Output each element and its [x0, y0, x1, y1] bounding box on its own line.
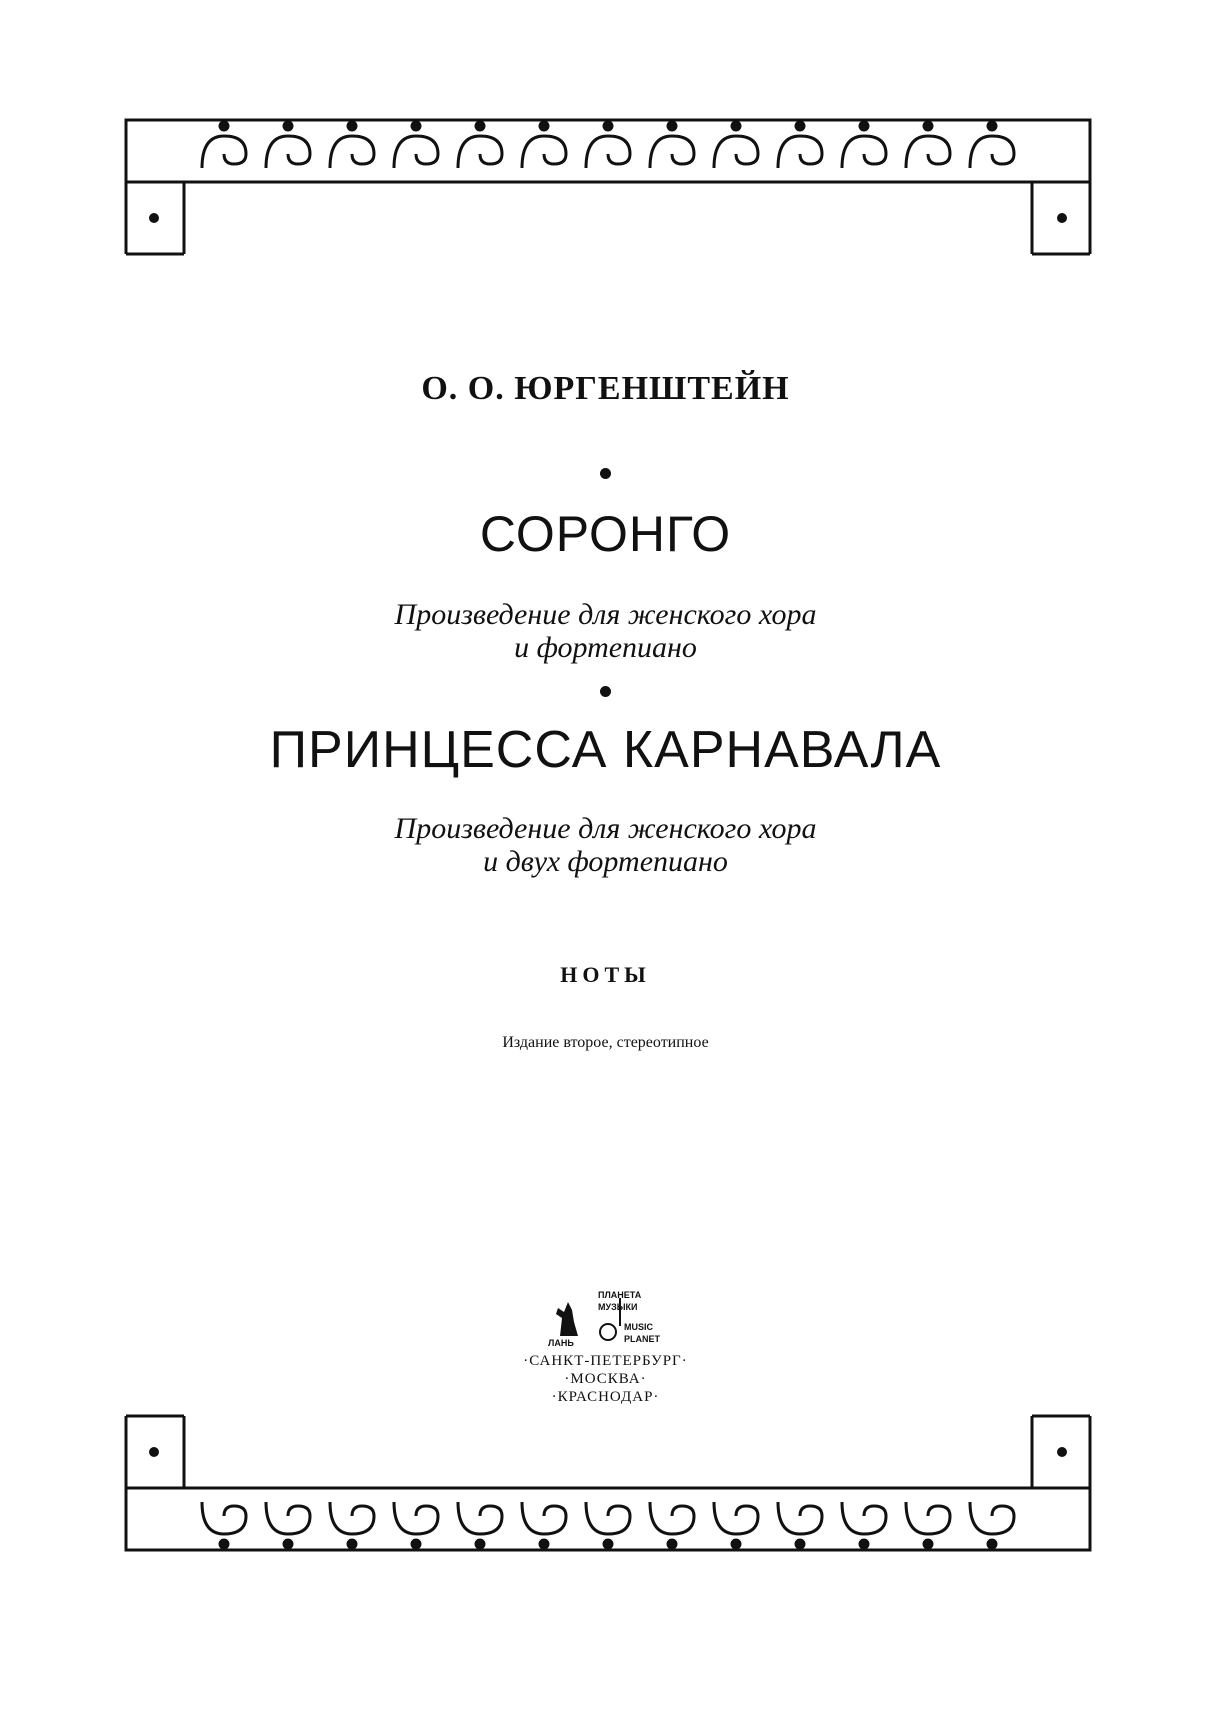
ornament-scroll-motif	[266, 136, 310, 168]
work-subtitle-1-line1: Произведение для женского хора	[394, 598, 817, 631]
ornament-scroll-motif	[202, 1502, 246, 1534]
ornament-scroll-motif	[778, 1502, 822, 1534]
logo-text-lan: ЛАНЬ	[548, 1338, 574, 1348]
work-subtitle-2-line2: и двух фортепиано	[483, 845, 728, 878]
ornament-dot	[348, 1540, 356, 1548]
logo-text-planet: PLANET	[624, 1334, 660, 1344]
logo-text-planeta: ПЛАНЕТА	[598, 1290, 642, 1300]
ornament-scroll-motif	[586, 1502, 630, 1534]
ornament-scroll-motif	[458, 136, 502, 168]
work-subtitle-2	[0, 812, 1211, 878]
ornament-dot	[540, 122, 548, 130]
ornament-dot	[540, 1540, 548, 1548]
ornament-dot	[668, 1540, 676, 1548]
ornament-dot	[476, 1540, 484, 1548]
publisher-logo	[538, 1288, 698, 1348]
bottom-ornament-border	[124, 1412, 1092, 1552]
ornament-scroll-motif	[842, 1502, 886, 1534]
ornament-dot	[412, 1540, 420, 1548]
ornament-scroll-motif	[522, 1502, 566, 1534]
ornament-dot	[988, 122, 996, 130]
ornament-scroll-motif	[650, 1502, 694, 1534]
ornament-scroll-motif	[714, 1502, 758, 1534]
ornament-scroll-motif	[522, 136, 566, 168]
ornament-dot	[220, 122, 228, 130]
edition-note: Издание второе, стереотипное	[502, 1034, 709, 1051]
genre-label: НОТЫ	[560, 962, 651, 987]
ornament-scroll-motif	[202, 136, 246, 168]
ornament-dot	[476, 122, 484, 130]
ornament-scroll-motif	[778, 136, 822, 168]
separator-bullet	[600, 468, 611, 479]
ornament-dot	[604, 1540, 612, 1548]
publisher-city: ·САНКТ-ПЕТЕРБУРГ·	[523, 1353, 688, 1369]
work-subtitle-2-line1: Произведение для женского хора	[394, 812, 817, 845]
ornament-dot	[348, 122, 356, 130]
ornament-dot	[988, 1540, 996, 1548]
ornament-scroll-motif	[394, 136, 438, 168]
ornament-dot	[924, 122, 932, 130]
ornament-dot	[668, 122, 676, 130]
ornament-scroll-motif	[586, 136, 630, 168]
ornament-dot	[796, 122, 804, 130]
ornament-scroll-motif	[842, 136, 886, 168]
ornament-scroll-motif	[330, 136, 374, 168]
publisher-city: ·МОСКВА·	[564, 1371, 647, 1387]
ornament-scroll-motif	[714, 136, 758, 168]
ornament-dot	[220, 1540, 228, 1548]
ornament-scroll-motif	[266, 1502, 310, 1534]
ornament-dot	[796, 1540, 804, 1548]
publisher-city: ·КРАСНОДАР·	[551, 1389, 660, 1405]
ornament-dot	[732, 122, 740, 130]
ornament-scroll-motif	[906, 136, 950, 168]
ornament-dot	[732, 1540, 740, 1548]
ornament-dot	[860, 122, 868, 130]
ornament-dot	[924, 1540, 932, 1548]
work-title-1: СОРОНГО	[479, 506, 732, 562]
ornament-scroll-motif	[458, 1502, 502, 1534]
top-ornament-border	[124, 118, 1092, 258]
ornament-dot	[284, 122, 292, 130]
ornament-scroll-motif	[906, 1502, 950, 1534]
ornament-dot	[284, 1540, 292, 1548]
ornament-scroll-motif	[394, 1502, 438, 1534]
ornament-dot	[604, 122, 612, 130]
work-subtitle-1	[0, 598, 1211, 664]
ornament-scroll-motif	[970, 136, 1014, 168]
ornament-dot	[412, 122, 420, 130]
ornament-dot	[860, 1540, 868, 1548]
work-title-2: ПРИНЦЕССА КАРНАВАЛА	[269, 721, 942, 779]
logo-text-muzyki: МУЗЫКИ	[598, 1302, 638, 1312]
ornament-scroll-motif	[650, 136, 694, 168]
ornament-scroll-motif	[970, 1502, 1014, 1534]
author-name: О. О. ЮРГЕНШТЕЙН	[421, 370, 790, 407]
logo-text-music: MUSIC	[624, 1322, 653, 1332]
work-subtitle-1-line2: и фортепиано	[514, 631, 697, 664]
separator-bullet	[600, 686, 611, 697]
ornament-scroll-motif	[330, 1502, 374, 1534]
